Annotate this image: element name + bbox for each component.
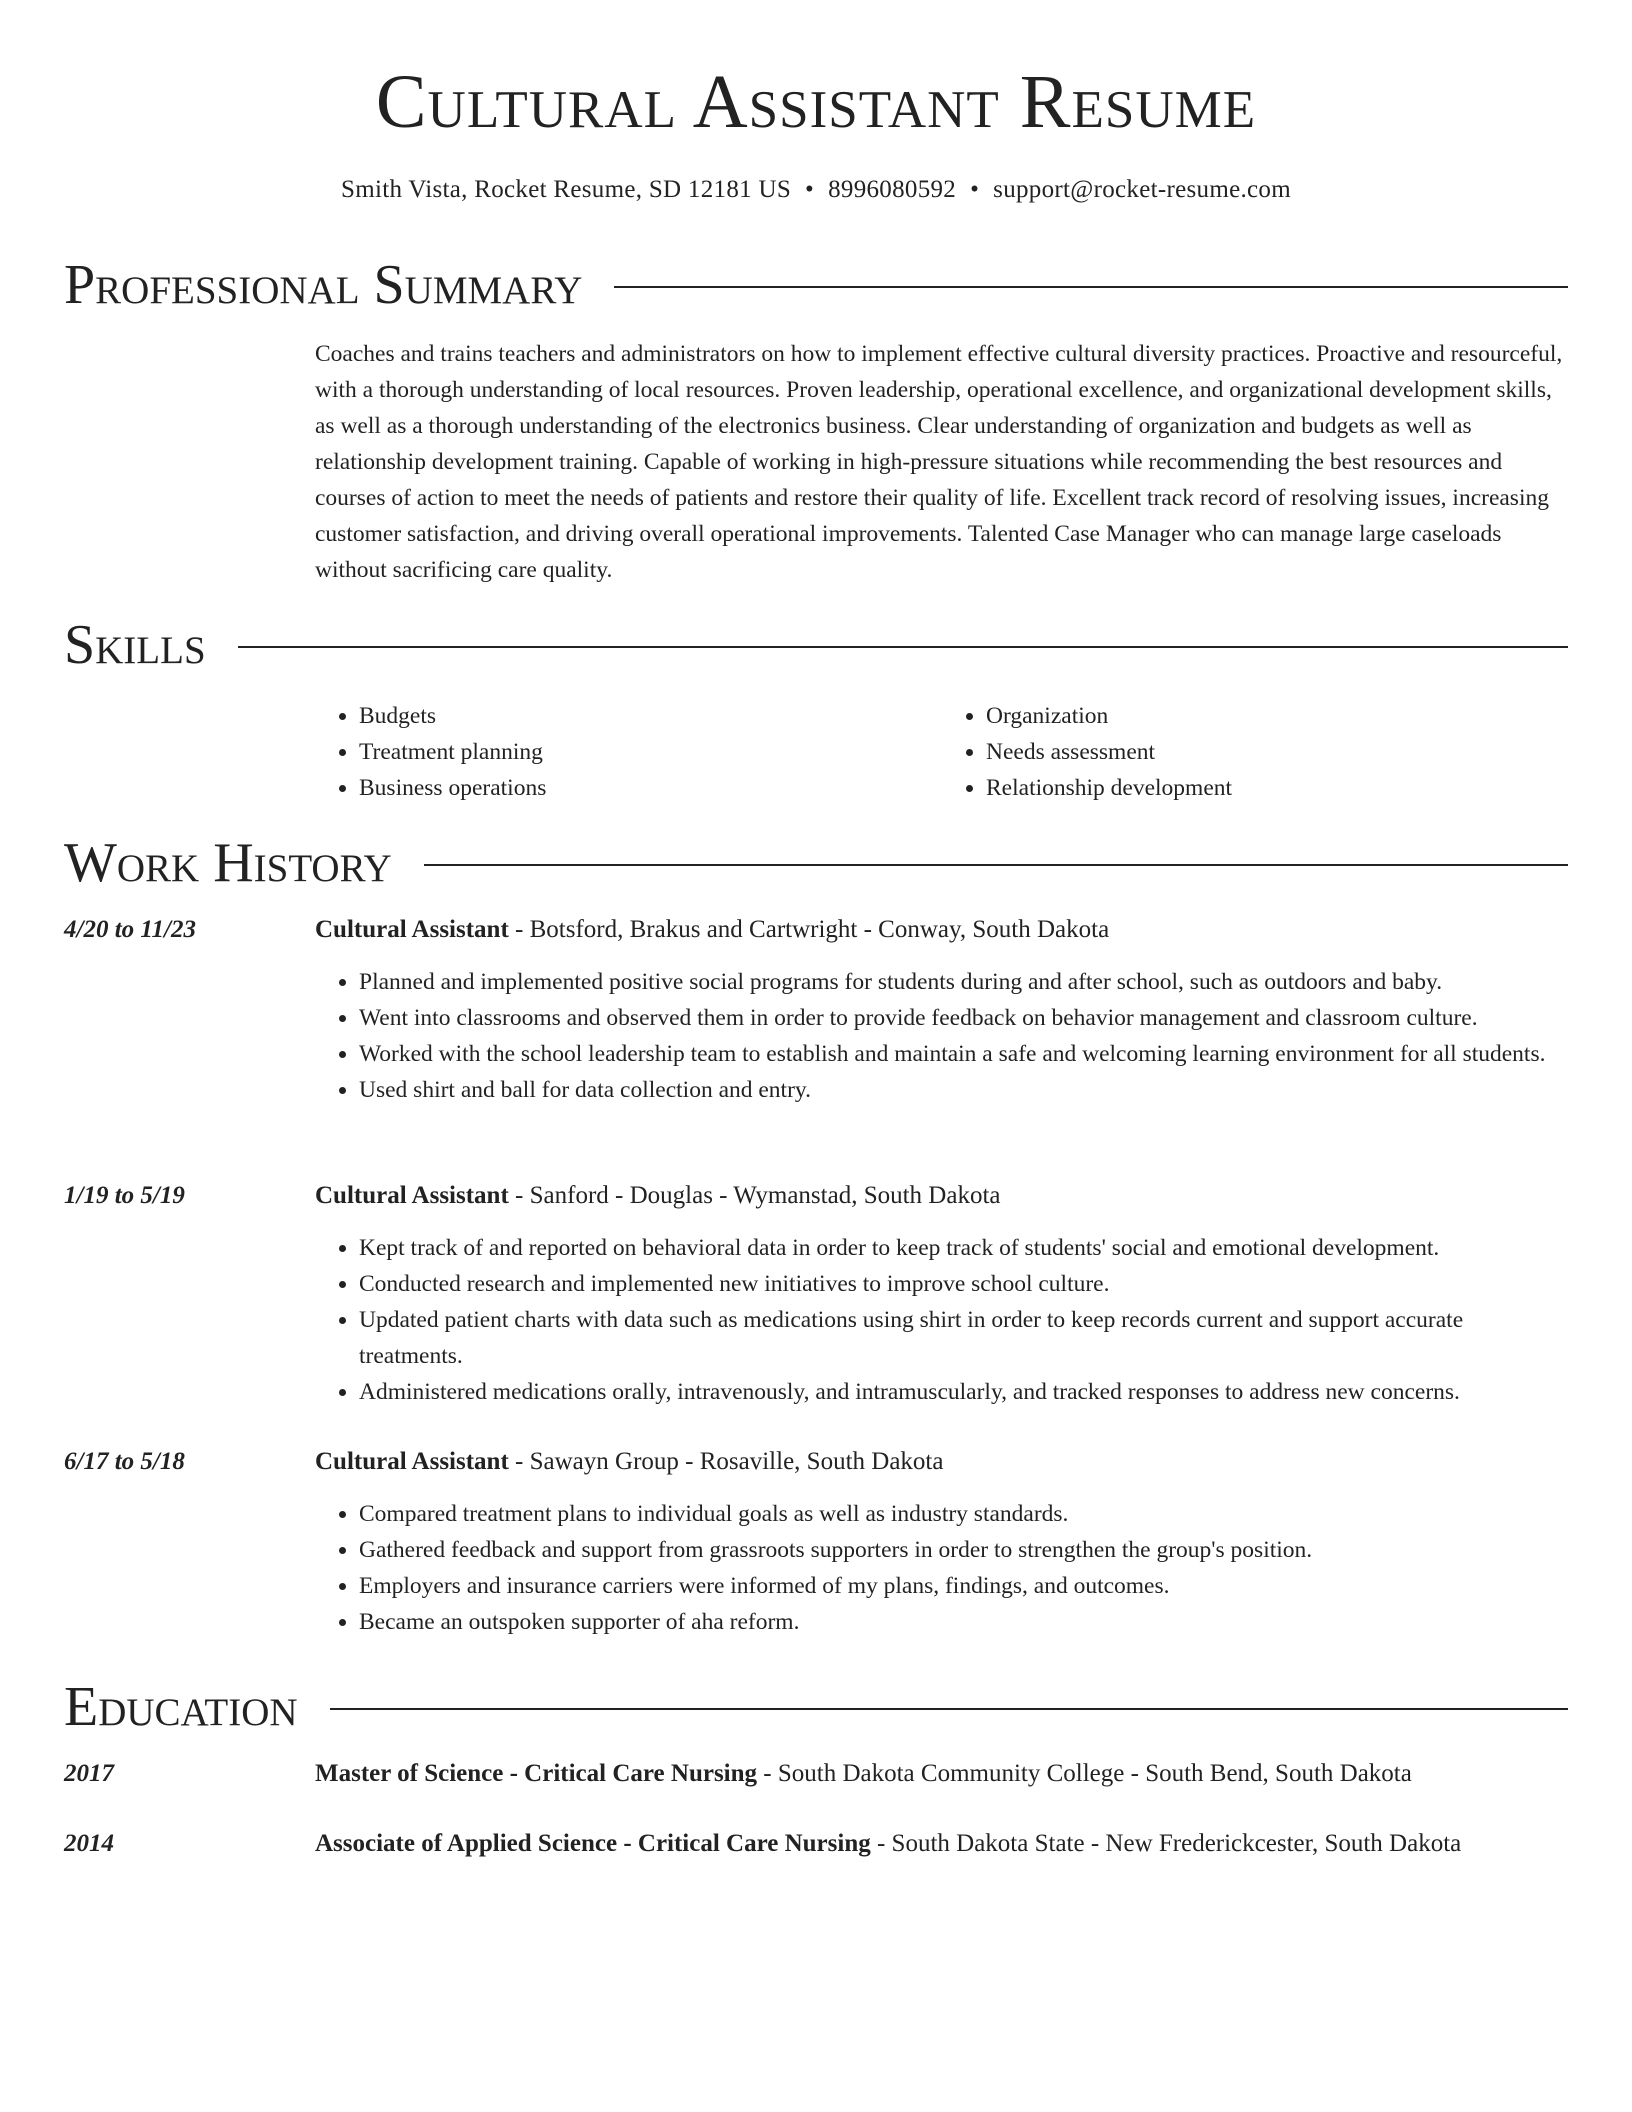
skills-heading: Skills [64, 614, 206, 676]
job-bullets [315, 964, 1569, 1108]
section-divider [424, 864, 1568, 866]
education-degree: Master of Science - Critical Care Nursing [315, 1760, 758, 1787]
skills-section-header [64, 610, 1568, 680]
education-school: - South Dakota State - New Frederickcester, South Dakota [870, 1830, 1462, 1857]
section-divider [330, 1708, 1568, 1710]
summary-text: Coaches and trains teachers and administrators on how to implement effective cultural diversity practices. Proactive and resourceful, with a thorough understanding of local resources. Proven leadership, operational excellence, and organizational development skills, as well as a thorough understanding of the electronics business. Clear understanding of organization and budgets as well as relationship development training. Capable of working in high-pressure situations while recommending the best resources and courses of action to meet the needs of patients and restore their quality of life. Excellent track record of resolving issues, increasing customer satisfaction, and driving overall operational improvements. Talented Case Manager who can manage large caseloads without sacrificing care quality. [315, 341, 1563, 583]
education-line [315, 1826, 1569, 1862]
education-year: 2014 [64, 1830, 114, 1857]
job-dates: 1/19 to 5/19 [64, 1182, 185, 1209]
job-title-line [315, 912, 1569, 948]
skill-item: • Business operations [359, 770, 942, 806]
job-employer: - Botsford, Brakus and Cartwright - Conway, South Dakota [508, 916, 1110, 943]
education-degree: Associate of Applied Science - Critical Care Nursing [315, 1830, 871, 1857]
job-bullet: • Compared treatment plans to individual goals as well as industry standards. [359, 1496, 1569, 1532]
contact-email: support@rocket-resume.com [993, 176, 1291, 203]
education-school: - South Dakota Community College - South Bend, South Dakota [757, 1760, 1412, 1787]
skills-column-right [942, 698, 1569, 806]
job-bullet: • Gathered feedback and support from grassroots supporters in order to strengthen the group's position. [359, 1532, 1569, 1568]
job-bullets [315, 1230, 1569, 1410]
job-bullet: • Kept track of and reported on behavioral data in order to keep track of students' social and emotional development. [359, 1230, 1569, 1266]
job-title-line [315, 1444, 1569, 1480]
job-employer: - Sawayn Group - Rosaville, South Dakota [508, 1448, 944, 1475]
job-bullet: • Used shirt and ball for data collection and entry. [359, 1072, 1569, 1108]
job-bullet: • Conducted research and implemented new initiatives to improve school culture. [359, 1266, 1569, 1302]
job-dates: 6/17 to 5/18 [64, 1448, 185, 1475]
education-year: 2017 [64, 1760, 114, 1787]
skill-item: • Needs assessment [986, 734, 1569, 770]
skills-list [315, 698, 1569, 806]
job-employer: - Sanford - Douglas - Wymanstad, South Dakota [508, 1182, 1001, 1209]
contact-separator: • [805, 176, 815, 203]
contact-phone: 8996080592 [828, 176, 957, 203]
skill-item: • Budgets [359, 698, 942, 734]
skills-column-left [315, 698, 942, 806]
job-bullet: • Administered medications orally, intravenously, and intramuscularly, and tracked responses to address new concerns. [359, 1374, 1569, 1410]
summary-section-header [64, 250, 1568, 320]
skill-item: • Treatment planning [359, 734, 942, 770]
education-line [315, 1756, 1569, 1792]
job-title-line [315, 1178, 1569, 1214]
job-title: Cultural Assistant [315, 1182, 509, 1209]
job-title: Cultural Assistant [315, 916, 509, 943]
job-bullet: • Went into classrooms and observed them in order to provide feedback on behavior management and classroom culture. [359, 1000, 1569, 1036]
work-heading: Work History [64, 832, 392, 894]
work-section-header [64, 828, 1568, 898]
skill-item: • Relationship development [986, 770, 1569, 806]
contact-separator: • [970, 176, 980, 203]
contact-line [64, 172, 1568, 208]
job-bullet: • Became an outspoken supporter of aha reform. [359, 1604, 1569, 1640]
job-bullet: • Worked with the school leadership team to establish and maintain a safe and welcoming learning environment for all students. [359, 1036, 1569, 1072]
job-bullets [315, 1496, 1569, 1640]
skill-item: • Organization [986, 698, 1569, 734]
section-divider [614, 286, 1568, 288]
job-bullet: • Planned and implemented positive social programs for students during and after school, such as outdoors and baby. [359, 964, 1569, 1000]
job-title: Cultural Assistant [315, 1448, 509, 1475]
job-dates: 4/20 to 11/23 [64, 916, 196, 943]
education-section-header [64, 1672, 1568, 1742]
education-heading: Education [64, 1676, 298, 1738]
job-bullet: • Updated patient charts with data such as medications using shirt in order to keep records current and support accurate treatments. [359, 1302, 1569, 1374]
resume-title: Cultural Assistant Resume [375, 60, 1257, 144]
summary-heading: Professional Summary [64, 254, 583, 316]
job-bullet: • Employers and insurance carriers were informed of my plans, findings, and outcomes. [359, 1568, 1569, 1604]
section-divider [238, 646, 1568, 648]
contact-address: Smith Vista, Rocket Resume, SD 12181 US [341, 176, 792, 203]
